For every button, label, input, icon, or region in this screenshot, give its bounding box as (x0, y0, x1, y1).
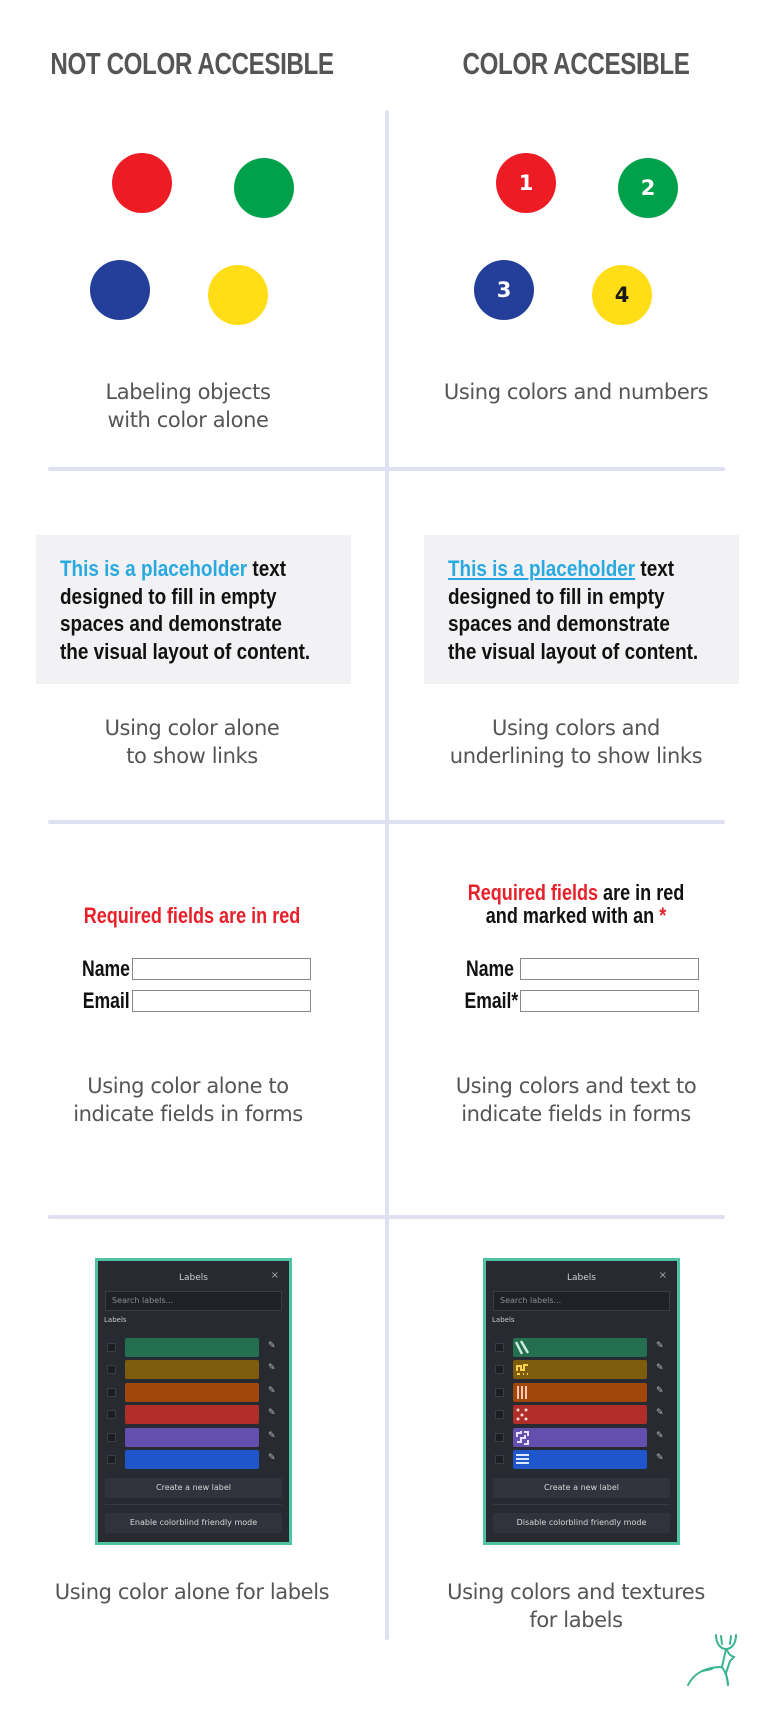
paragraph-text: spaces and demonstrate (448, 611, 670, 636)
red-circle-1 (496, 153, 556, 213)
close-icon[interactable]: × (270, 1270, 279, 1281)
label-row (104, 1405, 286, 1425)
caption (384, 714, 768, 770)
edit-pencil-icon[interactable]: ✎ (268, 1363, 276, 1373)
caption-line: indicate fields in forms (461, 1102, 691, 1126)
diagonal-stripes-texture-icon (515, 1340, 530, 1355)
create-label-button[interactable]: Create a new label (493, 1478, 670, 1498)
name-label: Name (82, 956, 130, 981)
paragraph-text: text (635, 556, 675, 581)
circle-number: 4 (614, 283, 630, 307)
labels-panel-left (95, 1258, 292, 1545)
caption-line: indicate fields in forms (73, 1102, 303, 1126)
label-color-bar[interactable] (513, 1338, 647, 1357)
row-divider-1 (48, 467, 725, 471)
underlined-link-text[interactable]: This is a placeholder (448, 556, 636, 581)
label-color-bar[interactable] (125, 1428, 259, 1447)
caption (384, 378, 768, 406)
caption-line: underlining to show links (449, 744, 703, 768)
edit-pencil-icon[interactable]: ✎ (268, 1341, 276, 1351)
caption-line: for labels (529, 1608, 623, 1632)
label-row (104, 1428, 286, 1448)
label-color-bar[interactable] (125, 1360, 259, 1379)
label-color-bar[interactable] (513, 1428, 647, 1447)
caption-line: Using colors and textures (447, 1580, 705, 1604)
caption (0, 714, 384, 770)
label-color-bar[interactable] (513, 1360, 647, 1379)
circle-number: 1 (518, 171, 534, 195)
email-label: Email (83, 988, 130, 1013)
label-checkbox[interactable] (495, 1410, 504, 1419)
label-checkbox[interactable] (107, 1365, 116, 1374)
paragraph-text: designed to fill in empty (60, 583, 277, 609)
paragraph-text: the visual layout of content. (60, 638, 311, 664)
label-checkbox[interactable] (107, 1455, 116, 1464)
blue-circle (90, 260, 150, 320)
link-text[interactable]: This is a placeholder (60, 556, 248, 581)
email-row (424, 989, 518, 1013)
heading-text: and marked with an (485, 903, 660, 928)
label-checkbox[interactable] (107, 1343, 116, 1352)
edit-pencil-icon[interactable]: ✎ (656, 1408, 664, 1418)
label-color-bar[interactable] (125, 1450, 259, 1469)
paragraph-text: designed to fill in empty (448, 583, 665, 609)
green-circle (234, 158, 294, 218)
horizontal-stripes-texture-icon (515, 1452, 530, 1467)
red-circle (112, 153, 172, 213)
label-color-bar[interactable] (125, 1338, 259, 1357)
label-checkbox[interactable] (495, 1343, 504, 1352)
caption-line: with color alone (107, 408, 269, 432)
circle-number: 3 (496, 278, 512, 302)
email-input[interactable] (520, 990, 699, 1012)
dots-texture-icon (515, 1407, 530, 1422)
caption-line: to show links (126, 744, 258, 768)
caption-line: Using colors and numbers (443, 380, 709, 404)
close-icon[interactable]: × (658, 1270, 667, 1281)
caption-line: Using colors and text to (455, 1074, 697, 1098)
label-checkbox[interactable] (495, 1365, 504, 1374)
heading-text: are in red (598, 880, 685, 905)
label-row (492, 1338, 674, 1358)
vertical-stripes-texture-icon (515, 1385, 530, 1400)
sample-text-box-right (424, 535, 739, 684)
edit-pencil-icon[interactable]: ✎ (268, 1408, 276, 1418)
disable-colorblind-mode-button[interactable]: Disable colorblind friendly mode (493, 1513, 670, 1533)
label-checkbox[interactable] (107, 1410, 116, 1419)
create-label-button[interactable]: Create a new label (105, 1478, 282, 1498)
paragraph-text: the visual layout of content. (448, 638, 699, 664)
label-checkbox[interactable] (495, 1455, 504, 1464)
sample-paragraph (60, 555, 318, 665)
edit-pencil-icon[interactable]: ✎ (656, 1363, 664, 1373)
heading-red-text: Required fields (467, 880, 599, 905)
label-row (492, 1360, 674, 1380)
label-color-bar[interactable] (513, 1405, 647, 1424)
search-labels-input[interactable]: Search labels... (493, 1291, 670, 1311)
zigzag-texture-icon (515, 1362, 530, 1377)
name-row (40, 957, 130, 981)
enable-colorblind-mode-button[interactable]: Enable colorblind friendly mode (105, 1513, 282, 1533)
label-checkbox[interactable] (107, 1433, 116, 1442)
edit-pencil-icon[interactable]: ✎ (656, 1386, 664, 1396)
labels-section-heading: Labels (104, 1316, 127, 1324)
caption-line: Using color alone (104, 716, 280, 740)
caption (384, 1578, 768, 1634)
required-fields-heading (419, 881, 734, 927)
circle-number: 2 (640, 176, 656, 200)
row-divider-2 (48, 820, 725, 824)
vertical-divider (385, 110, 389, 1640)
search-labels-input[interactable]: Search labels... (105, 1291, 282, 1311)
sample-text-box-left (36, 535, 351, 684)
email-row (40, 989, 130, 1013)
panel-divider (105, 1504, 282, 1505)
label-checkbox[interactable] (495, 1433, 504, 1442)
labels-panel-right (483, 1258, 680, 1545)
required-fields-heading: Required fields are in red (83, 903, 301, 928)
asterisk: * (659, 903, 667, 928)
label-row (492, 1450, 674, 1470)
name-input[interactable] (520, 958, 699, 980)
edit-pencil-icon[interactable]: ✎ (268, 1453, 276, 1463)
name-label: Name (466, 956, 514, 981)
label-row (104, 1338, 286, 1358)
name-row (424, 957, 514, 981)
caption (384, 1072, 768, 1128)
label-row (492, 1405, 674, 1425)
caption (0, 1072, 380, 1128)
email-label-required: Email* (464, 988, 518, 1013)
green-circle-2 (618, 158, 678, 218)
name-input[interactable] (132, 958, 311, 980)
label-row (492, 1428, 674, 1448)
panel-title: Labels (567, 1273, 596, 1283)
label-row (104, 1383, 286, 1403)
label-color-bar[interactable] (125, 1405, 259, 1424)
deer-logo-icon (686, 1633, 746, 1689)
caption (0, 1578, 384, 1606)
label-checkbox[interactable] (107, 1388, 116, 1397)
label-row (104, 1360, 286, 1380)
yellow-circle-4 (592, 265, 652, 325)
label-row (492, 1383, 674, 1403)
edit-pencil-icon[interactable]: ✎ (656, 1453, 664, 1463)
edit-pencil-icon[interactable]: ✎ (268, 1386, 276, 1396)
edit-pencil-icon[interactable]: ✎ (656, 1431, 664, 1441)
label-checkbox[interactable] (495, 1388, 504, 1397)
header-accessible: COLOR ACCESIBLE (462, 46, 690, 81)
panel-title: Labels (179, 1273, 208, 1283)
paragraph-text: text (247, 556, 287, 581)
caption-line: Using color alone to (87, 1074, 289, 1098)
label-row (104, 1450, 286, 1470)
label-color-bar[interactable] (513, 1450, 647, 1469)
panel-divider (493, 1504, 670, 1505)
row-divider-3 (48, 1215, 725, 1219)
caption (0, 378, 380, 434)
yellow-circle (208, 265, 268, 325)
caption-line: Labeling objects (105, 380, 271, 404)
label-color-bar[interactable] (125, 1383, 259, 1402)
email-input[interactable] (132, 990, 311, 1012)
edit-pencil-icon[interactable]: ✎ (268, 1431, 276, 1441)
header-not-accessible: NOT COLOR ACCESIBLE (50, 46, 334, 81)
label-color-bar[interactable] (513, 1383, 647, 1402)
steps-texture-icon (515, 1430, 530, 1445)
blue-circle-3 (474, 260, 534, 320)
edit-pencil-icon[interactable]: ✎ (656, 1341, 664, 1351)
sample-paragraph (448, 555, 706, 665)
labels-section-heading: Labels (492, 1316, 515, 1324)
caption-line: Using colors and (492, 716, 660, 740)
paragraph-text: spaces and demonstrate (60, 611, 282, 636)
caption-line: Using color alone for labels (54, 1580, 330, 1604)
